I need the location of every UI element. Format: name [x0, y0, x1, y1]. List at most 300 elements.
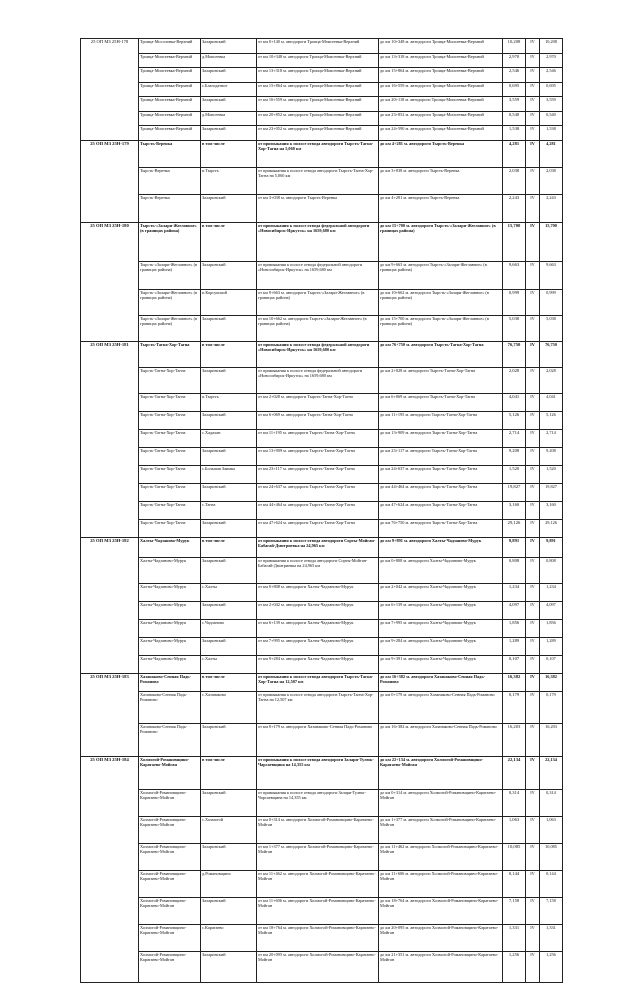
category-cell: IV — [526, 222, 540, 261]
start-point-cell: от км 11+606 м. автодороги Холмогой-Романовщино-Каратаево-Мойган — [257, 897, 379, 924]
category-cell: IV — [526, 723, 540, 756]
category-cell: IV — [526, 315, 540, 341]
total-length-cell: 29,126 — [540, 519, 563, 537]
settlement-cell: в том числе — [201, 222, 257, 261]
road-name-cell: Троица-Моисеевка-Верхний — [139, 97, 201, 112]
total-length-cell: 4,281 — [540, 140, 563, 167]
road-name-cell: Тырсть-«Залари-Жеглавное» (в границах района) — [139, 289, 201, 315]
category-cell: IV — [526, 789, 540, 816]
category-cell: IV — [526, 816, 540, 843]
table-row — [81, 341, 563, 367]
total-length-cell: 4,041 — [540, 393, 563, 411]
settlement-cell: д.Романовщино — [201, 870, 257, 897]
settlement-cell: с.Благодатное — [201, 82, 257, 97]
start-point-cell: от примыкания к полосе отвода автодороги Тырсть-Тагна-Хор-Тагна на 12,507 км — [257, 691, 379, 723]
length-cell: 1,520 — [503, 465, 526, 483]
length-cell: 5,126 — [503, 411, 526, 429]
settlement-cell: в том числе — [201, 673, 257, 691]
table-row — [81, 140, 563, 167]
road-name-cell: Троица-Моисеевка-Верхний — [139, 82, 201, 97]
length-cell: 1,331 — [503, 924, 526, 951]
total-length-cell: 2,970 — [540, 53, 563, 68]
category-cell: IV — [526, 583, 540, 601]
end-point-cell: до км 76+750 м. автодороги Тырсть-Тагна-Хор-Тагна — [379, 341, 503, 367]
start-point-cell: от км 16+559 м. автодороги Троица-Моисеевка-Верхний — [257, 97, 379, 112]
table-row — [81, 537, 563, 557]
total-length-cell: 0,999 — [540, 289, 563, 315]
category-cell: IV — [526, 53, 540, 68]
road-name-cell: Тырсть-Тагна-Хор-Тагна — [139, 501, 201, 519]
road-name-cell: Холмогой-Романовщино-Каратаево-Мойган — [139, 789, 201, 816]
road-name-cell: Тырсть-«Залари-Жеглавное» (в границах района) — [139, 222, 201, 261]
settlement-cell: Заларинский — [201, 39, 257, 54]
table-row — [81, 924, 563, 951]
road-name-cell: Троица-Моисеевка-Верхний — [139, 111, 201, 126]
settlement-cell: с.Халты — [201, 655, 257, 673]
table-row — [81, 411, 563, 429]
start-point-cell: от км 3+038 м. автодороги Тырсть-Веренка — [257, 194, 379, 222]
road-name-cell: Тырсть-Тагна-Хор-Тагна — [139, 429, 201, 447]
total-length-cell: 76,750 — [540, 341, 563, 367]
total-length-cell: 1,289 — [540, 637, 563, 655]
road-name-cell: Тырсть-Тагна-Хор-Тагна — [139, 341, 201, 367]
table-row — [81, 465, 563, 483]
category-cell: IV — [526, 111, 540, 126]
total-length-cell: 10,208 — [540, 39, 563, 54]
road-name-cell: Халты-Чадзаново-Мурук — [139, 619, 201, 637]
end-point-cell: до км 23+117 м. автодороги Тырсть-Тагна-Хор-Тагна — [379, 447, 503, 465]
settlement-cell: в том числе — [201, 756, 257, 789]
length-cell: 1,538 — [503, 126, 526, 141]
end-point-cell: до км 2+042 м. автодороги Халты-Чадзаново-Мурук — [379, 583, 503, 601]
category-cell: IV — [526, 261, 540, 289]
road-name-cell: Холмогой-Романовщино-Каратаево-Мойган — [139, 897, 201, 924]
category-cell: IV — [526, 673, 540, 691]
end-point-cell: до км 13+318 м. автодороги Троица-Моисеевка-Верхний — [379, 53, 503, 68]
settlement-cell: Заларинский — [201, 637, 257, 655]
table-row — [81, 429, 563, 447]
total-length-cell: 0,314 — [540, 789, 563, 816]
category-cell: IV — [526, 924, 540, 951]
road-name-cell: Троица-Мосоловка-Верхний — [139, 39, 201, 54]
table-row — [81, 483, 563, 501]
settlement-cell: в том числе — [201, 341, 257, 367]
road-id-cell: 25 ОП МЗ 25Н-181 — [81, 341, 139, 537]
end-point-cell: до км 76+750 м. автодороги Тырсть-Тагна-Хор-Тагна — [379, 519, 503, 537]
road-id-cell: 25 ОП МЗ 25Н-178 — [81, 39, 139, 141]
start-point-cell: от примыкания к полосе отвода автодороги Залари-Тулюк-Чарсаевщина на 14,355 км — [257, 756, 379, 789]
start-point-cell: от км 13+909 м. автодороги Тырсть-Тагна-Хор-Тагна — [257, 447, 379, 465]
settlement-cell: Заларинский — [201, 447, 257, 465]
end-point-cell: до км 9+891 м. автодороги Халты-Чадзаново-Мурук — [379, 537, 503, 557]
end-point-cell: до км 9+284 м. автодороги Халты-Чадзаново-Мурук — [379, 637, 503, 655]
settlement-cell: Заларинский — [201, 315, 257, 341]
category-cell: IV — [526, 501, 540, 519]
settlement-cell: с.Хадахан — [201, 429, 257, 447]
table-row — [81, 261, 563, 289]
table-row — [81, 789, 563, 816]
length-cell: 2,970 — [503, 53, 526, 68]
end-point-cell: до км 16+382 м. автодороги Хазанаково-Сенная Падь-Романово — [379, 673, 503, 691]
settlement-cell: с.Халты — [201, 583, 257, 601]
category-cell: IV — [526, 393, 540, 411]
total-length-cell: 3,559 — [540, 97, 563, 112]
table-row — [81, 82, 563, 97]
start-point-cell: от км 0+808 м. автодороги Халты-Чадзаново-Мурук — [257, 583, 379, 601]
length-cell: 16,382 — [503, 673, 526, 691]
road-name-cell: Хазанаково-Сенная Падь-Романово — [139, 691, 201, 723]
category-cell: IV — [526, 519, 540, 537]
length-cell: 7,158 — [503, 897, 526, 924]
road-name-cell: Троица-Моисеевка-Верхний — [139, 126, 201, 141]
total-length-cell: 1,256 — [540, 951, 563, 982]
end-point-cell: до км 13+909 м. автодороги Тырсть-Тагна-Хор-Тагна — [379, 429, 503, 447]
length-cell: 5,038 — [503, 315, 526, 341]
category-cell: IV — [526, 39, 540, 54]
start-point-cell: от км 9+663 м. автодороги Тырсть-«Залари-Жеглавное» (в границах района) — [257, 289, 379, 315]
length-cell: 1,856 — [503, 619, 526, 637]
end-point-cell: до км 15+700 м. автодороги Тырсть-«Залари-Жеглавное» (в границах района) — [379, 315, 503, 341]
start-point-cell: от км 24+637 м. автодороги Тырсть-Тагна-Хор-Тагна — [257, 483, 379, 501]
road-name-cell: Тырсть-«Залари-Жеглавное» (в границах района) — [139, 261, 201, 289]
length-cell: 1,289 — [503, 637, 526, 655]
road-name-cell: Тырсть-Тагна-Хор-Тагна — [139, 483, 201, 501]
end-point-cell: до км 24+590 м. автодороги Троица-Моисеевка-Верхний — [379, 126, 503, 141]
road-name-cell: Халты-Чадзаново-Мурук — [139, 583, 201, 601]
total-length-cell: 0,144 — [540, 870, 563, 897]
road-name-cell: Тырсть-Тагна-Хор-Тагна — [139, 393, 201, 411]
settlement-cell: Заларинский — [201, 97, 257, 112]
start-point-cell: от км 6+139 м. автодороги Халты-Чадзаново-Мурук — [257, 619, 379, 637]
length-cell: 76,750 — [503, 341, 526, 367]
table-row — [81, 111, 563, 126]
settlement-cell: Заларинский — [201, 557, 257, 583]
length-cell: 0,808 — [503, 557, 526, 583]
road-name-cell: Тырсть-«Залари-Жеглавное» (в границах района) — [139, 315, 201, 341]
settlement-cell: с.Большая Заимка — [201, 465, 257, 483]
length-cell: 2,546 — [503, 68, 526, 83]
settlement-cell: Заларинский — [201, 411, 257, 429]
length-cell: 0,314 — [503, 789, 526, 816]
length-cell: 0,107 — [503, 655, 526, 673]
category-cell: IV — [526, 82, 540, 97]
road-name-cell: Тырсть-Тагна-Хор-Тагна — [139, 411, 201, 429]
table-row — [81, 447, 563, 465]
end-point-cell: до км 1+377 м. автодороги Холмогой-Романовщино-Каратаево-Мойган — [379, 816, 503, 843]
end-point-cell: до км 44+464 м. автодороги Тырсть-Тагна-Хор-Тагна — [379, 483, 503, 501]
start-point-cell: от км 23+052 м. автодороги Троица-Моисеевка-Верхний — [257, 126, 379, 141]
start-point-cell: от км 10+662 м. автодороги Тырсть-«Залари-Жеглавное» (в границах района) — [257, 315, 379, 341]
road-name-cell: Хазанаково-Сенная Падь-Романово — [139, 723, 201, 756]
road-id-cell: 25 ОП МЗ 25Н-184 — [81, 756, 139, 982]
table-row — [81, 843, 563, 870]
road-name-cell: Холмогой-Романовщино-Каратаево-Мойган — [139, 843, 201, 870]
table-row — [81, 583, 563, 601]
category-cell: IV — [526, 97, 540, 112]
length-cell: 9,891 — [503, 537, 526, 557]
end-point-cell: до км 16+382 м. автодороги Хазанаково-Сенная Падь-Романово — [379, 723, 503, 756]
total-length-cell: 10,085 — [540, 843, 563, 870]
settlement-cell: с.Тагна — [201, 501, 257, 519]
length-cell: 4,281 — [503, 140, 526, 167]
table-row — [81, 39, 563, 54]
table-row — [81, 619, 563, 637]
end-point-cell: до км 0+314 м. автодороги Холмогой-Романовщино-Каратаево-Мойган — [379, 789, 503, 816]
category-cell: IV — [526, 637, 540, 655]
start-point-cell: от км 7+995 м. автодороги Халты-Чадзаново-Мурук — [257, 637, 379, 655]
end-point-cell: до км 3+038 м. автодороги Тырсть-Веренка — [379, 167, 503, 194]
table-row — [81, 601, 563, 619]
settlement-cell: Заларинский — [201, 483, 257, 501]
settlement-cell: Заларинский — [201, 951, 257, 982]
total-length-cell: 19,827 — [540, 483, 563, 501]
road-name-cell: Тырсть-Веренка — [139, 194, 201, 222]
start-point-cell: от км 11+462 м. автодороги Холмогой-Романовщино-Каратаево-Мойган — [257, 870, 379, 897]
total-length-cell: 1,063 — [540, 816, 563, 843]
table-row — [81, 655, 563, 673]
total-length-cell: 0,695 — [540, 82, 563, 97]
settlement-cell: с.Хазанаково — [201, 691, 257, 723]
length-cell: 16,203 — [503, 723, 526, 756]
table-row — [81, 756, 563, 789]
start-point-cell: от примыкания к полосе отвода автодороги Тырсть-Тагна-Хор-Тагна на 12,507 км — [257, 673, 379, 691]
road-name-cell: Тырсть-Тагна-Хор-Тагна — [139, 465, 201, 483]
length-cell: 9,208 — [503, 447, 526, 465]
road-name-cell: Тырсть-Тагна-Хор-Тагна — [139, 519, 201, 537]
settlement-cell: Заларинский — [201, 897, 257, 924]
table-row — [81, 68, 563, 83]
length-cell: 1,234 — [503, 583, 526, 601]
end-point-cell: до км 9+391 м. автодороги Халты-Чадзаново-Мурук — [379, 655, 503, 673]
category-cell: IV — [526, 465, 540, 483]
settlement-cell: Заларинский — [201, 723, 257, 756]
road-id-cell: 25 ОП МЗ 25Н-180 — [81, 222, 139, 341]
road-id-cell: 25 ОП МЗ 25Н-183 — [81, 673, 139, 756]
category-cell: IV — [526, 843, 540, 870]
length-cell: 0,179 — [503, 691, 526, 723]
category-cell: IV — [526, 341, 540, 367]
table-row — [81, 222, 563, 261]
total-length-cell: 16,382 — [540, 673, 563, 691]
category-cell: IV — [526, 655, 540, 673]
length-cell: 10,085 — [503, 843, 526, 870]
length-cell: 0,540 — [503, 111, 526, 126]
road-name-cell: Халты-Чадзаново-Мурук — [139, 601, 201, 619]
road-name-cell: Халты-Чадзаново-Мурук — [139, 557, 201, 583]
length-cell: 2,243 — [503, 194, 526, 222]
end-point-cell: до км 4+281 м. автодороги Тырсть-Веренка — [379, 194, 503, 222]
road-name-cell: Холмогой-Романовщино-Каратаево-Мойган — [139, 924, 201, 951]
start-point-cell: от км 2+042 м. автодороги Халты-Чадзаново-Мурук — [257, 601, 379, 619]
category-cell: IV — [526, 68, 540, 83]
settlement-cell: д.Моисеевка — [201, 53, 257, 68]
start-point-cell: от примыкания к полосе отвода автодороги Сорты-Мойган-Бабагай-Дмитриевка на 24,965 км — [257, 537, 379, 557]
category-cell: IV — [526, 140, 540, 167]
end-point-cell: до км 24+637 м. автодороги Тырсть-Тагна-Хор-Тагна — [379, 465, 503, 483]
total-length-cell: 2,028 — [540, 367, 563, 393]
end-point-cell: до км 0+179 м. автодороги Хазанаково-Сенная Падь-Романово — [379, 691, 503, 723]
start-point-cell: от км 20+852 м. автодороги Троица-Моисеевка-Верхний — [257, 111, 379, 126]
category-cell: IV — [526, 691, 540, 723]
road-id-cell: 25 ОП МЗ 25Н-182 — [81, 537, 139, 673]
length-cell: 1,063 — [503, 816, 526, 843]
category-cell: IV — [526, 289, 540, 315]
end-point-cell: до км 9+663 м. автодороги Тырсть-«Залари-Жеглавное» (в границах района) — [379, 261, 503, 289]
table-row — [81, 691, 563, 723]
end-point-cell: до км 16+559 м. автодороги Троица-Моисеевка-Верхний — [379, 82, 503, 97]
table-row — [81, 315, 563, 341]
road-name-cell: Хазанаково-Сенная Падь-Романово — [139, 673, 201, 691]
start-point-cell: от км 9+284 м. автодороги Халты-Чадзаново-Мурук — [257, 655, 379, 673]
length-cell: 1,256 — [503, 951, 526, 982]
length-cell: 4,041 — [503, 393, 526, 411]
total-length-cell: 2,546 — [540, 68, 563, 83]
category-cell: IV — [526, 537, 540, 557]
road-id-cell: 25 ОП МЗ 25Н-179 — [81, 140, 139, 222]
start-point-cell: от км 0+314 м. автодороги Холмогой-Романовщино-Каратаево-Мойган — [257, 816, 379, 843]
total-length-cell: 2,243 — [540, 194, 563, 222]
length-cell: 4,097 — [503, 601, 526, 619]
total-length-cell: 9,891 — [540, 537, 563, 557]
table-row — [81, 167, 563, 194]
category-cell: IV — [526, 367, 540, 393]
length-cell: 0,999 — [503, 289, 526, 315]
start-point-cell: от примыкания к полосе отвода автодороги Сорты-Мойган-Бабагай-Дмитриевка на 24,965 км — [257, 557, 379, 583]
settlement-cell: с.Каратаево — [201, 924, 257, 951]
table-row — [81, 393, 563, 411]
table-row — [81, 637, 563, 655]
end-point-cell: до км 22+134 м. автодороги Холмогой-Романовщино-Каратаево-Мойган — [379, 756, 503, 789]
start-point-cell: от км 0+179 м. автодороги Хазанаково-Сенная Падь-Романово — [257, 723, 379, 756]
table-row — [81, 951, 563, 982]
road-name-cell: Тырсть-Тагна-Хор-Тагна — [139, 447, 201, 465]
length-cell: 29,126 — [503, 519, 526, 537]
category-cell: IV — [526, 447, 540, 465]
start-point-cell: от примыкания к полосе отвода автодороги Залари-Тулюк-Чарсаевщина на 14,355 км — [257, 789, 379, 816]
settlement-cell: п.Тырсть — [201, 393, 257, 411]
end-point-cell: до км 20+095 м. автодороги Холмогой-Романовщино-Каратаево-Мойган — [379, 924, 503, 951]
road-name-cell: Троица-Моисеевка-Верхний — [139, 53, 201, 68]
start-point-cell: от км 18+764 м. автодороги Холмогой-Романовщино-Каратаево-Мойган — [257, 924, 379, 951]
length-cell: 22,134 — [503, 756, 526, 789]
table-row — [81, 194, 563, 222]
settlement-cell: д.Моисеевка — [201, 111, 257, 126]
end-point-cell: до км 15+864 м. автодороги Троица-Моисеевка-Верхний — [379, 68, 503, 83]
end-point-cell: до км 18+764 м. автодороги Холмогой-Романовщино-Каратаево-Мойган — [379, 897, 503, 924]
start-point-cell: от км 13+318 м. автодороги Троица-Моисеевка-Верхний — [257, 68, 379, 83]
table-row — [81, 97, 563, 112]
start-point-cell: от примыкания к полосе отвода автодороги Тырсть-Тагна-Хор-Тагна на 5,060 км — [257, 167, 379, 194]
category-cell: IV — [526, 557, 540, 583]
category-cell: IV — [526, 601, 540, 619]
end-point-cell: до км 23+852 м. автодороги Троица-Моисеевка-Верхний — [379, 111, 503, 126]
length-cell: 3,160 — [503, 501, 526, 519]
table-row — [81, 53, 563, 68]
length-cell: 2,028 — [503, 367, 526, 393]
settlement-cell: с.Чадзаново — [201, 619, 257, 637]
road-name-cell: Тырсть-Веренка — [139, 140, 201, 167]
total-length-cell: 3,160 — [540, 501, 563, 519]
category-cell: IV — [526, 194, 540, 222]
total-length-cell: 1,331 — [540, 924, 563, 951]
end-point-cell: до км 10+348 м. автодороги Троица-Моисеевка-Верхний — [379, 39, 503, 54]
total-length-cell: 9,208 — [540, 447, 563, 465]
table-row — [81, 723, 563, 756]
category-cell: IV — [526, 870, 540, 897]
road-name-cell: Тырсть-Тагна-Хор-Тагна — [139, 367, 201, 393]
end-point-cell: до км 11+606 м. автодороги Холмогой-Романовщино-Каратаево-Мойган — [379, 870, 503, 897]
end-point-cell: до км 7+995 м. автодороги Халты-Чадзаново-Мурук — [379, 619, 503, 637]
end-point-cell: до км 2+028 м. автодороги Тырсть-Тагна-Хор-Тагна — [379, 367, 503, 393]
table-row — [81, 289, 563, 315]
settlement-cell: Заларинский — [201, 126, 257, 141]
total-length-cell: 2,038 — [540, 167, 563, 194]
category-cell: IV — [526, 429, 540, 447]
length-cell: 10,208 — [503, 39, 526, 54]
start-point-cell: от примыкания к полосе отвода федеральной автодороги «Новосибирск-Иркутск» на 1659,680 км — [257, 222, 379, 261]
total-length-cell: 2,714 — [540, 429, 563, 447]
total-length-cell: 22,134 — [540, 756, 563, 789]
total-length-cell: 0,540 — [540, 111, 563, 126]
total-length-cell: 5,126 — [540, 411, 563, 429]
settlement-cell: с.Холмогой — [201, 816, 257, 843]
start-point-cell: от км 0+140 м. автодороги Троица-Моисеевка-Верхний — [257, 39, 379, 54]
length-cell: 15,700 — [503, 222, 526, 261]
end-point-cell: до км 0+808 м. автодороги Халты-Чадзаново-Мурук — [379, 557, 503, 583]
start-point-cell: от км 6+069 м. автодороги Тырсть-Тагна-Хор-Тагна — [257, 411, 379, 429]
total-length-cell: 0,179 — [540, 691, 563, 723]
total-length-cell: 0,808 — [540, 557, 563, 583]
table-row — [81, 557, 563, 583]
start-point-cell: от км 15+864 м. автодороги Троица-Моисеевка-Верхний — [257, 82, 379, 97]
start-point-cell: от км 2+028 м. автодороги Тырсть-Тагна-Хор-Тагна — [257, 393, 379, 411]
table-row — [81, 673, 563, 691]
category-cell: IV — [526, 897, 540, 924]
settlement-cell: Заларинский — [201, 519, 257, 537]
settlement-cell: в том числе — [201, 537, 257, 557]
end-point-cell: до км 21+351 м. автодороги Холмогой-Романовщино-Каратаево-Мойган — [379, 951, 503, 982]
table-row — [81, 870, 563, 897]
end-point-cell: до км 20+118 м. автодороги Троица-Моисеевка-Верхний — [379, 97, 503, 112]
total-length-cell: 1,538 — [540, 126, 563, 141]
settlement-cell: Заларинский — [201, 601, 257, 619]
table-row — [81, 126, 563, 141]
start-point-cell: от км 20+095 м. автодороги Холмогой-Романовщино-Каратаево-Мойган — [257, 951, 379, 982]
settlement-cell: Заларинский — [201, 261, 257, 289]
total-length-cell: 7,158 — [540, 897, 563, 924]
category-cell: IV — [526, 167, 540, 194]
length-cell: 0,144 — [503, 870, 526, 897]
settlement-cell: п.Тырсть — [201, 167, 257, 194]
road-name-cell: Троица-Моисеевка-Верхний — [139, 68, 201, 83]
road-name-cell: Холмогой-Романовщино-Каратаево-Мойган — [139, 951, 201, 982]
start-point-cell: от км 10+348 м. автодороги Троица-Моисеевка-Верхний — [257, 53, 379, 68]
end-point-cell: до км 11+462 м. автодороги Холмогой-Романовщино-Каратаево-Мойган — [379, 843, 503, 870]
road-name-cell: Халты-Чадзаново-Мурук — [139, 537, 201, 557]
start-point-cell: от примыкания к полосе отвода федеральной автодороги «Новосибирск-Иркутск» на 1659,680 км — [257, 261, 379, 289]
settlement-cell: Заларинский — [201, 843, 257, 870]
road-name-cell: Холмогой-Романовщино-Каратаево-Мойган — [139, 870, 201, 897]
end-point-cell: до км 15+700 м. автодороги Тырсть-«Залари-Жеглавное» (в границах района) — [379, 222, 503, 261]
category-cell: IV — [526, 483, 540, 501]
total-length-cell: 0,107 — [540, 655, 563, 673]
end-point-cell: до км 11+195 м. автодороги Тырсть-Тагна-Хор-Тагна — [379, 411, 503, 429]
end-point-cell: до км 6+139 м. автодороги Халты-Чадзаново-Мурук — [379, 601, 503, 619]
road-name-cell: Тырсть-Веренка — [139, 167, 201, 194]
settlement-cell: Заларинский — [201, 367, 257, 393]
length-cell: 2,038 — [503, 167, 526, 194]
start-point-cell: от км 23+117 м. автодороги Тырсть-Тагна-Хор-Тагна — [257, 465, 379, 483]
